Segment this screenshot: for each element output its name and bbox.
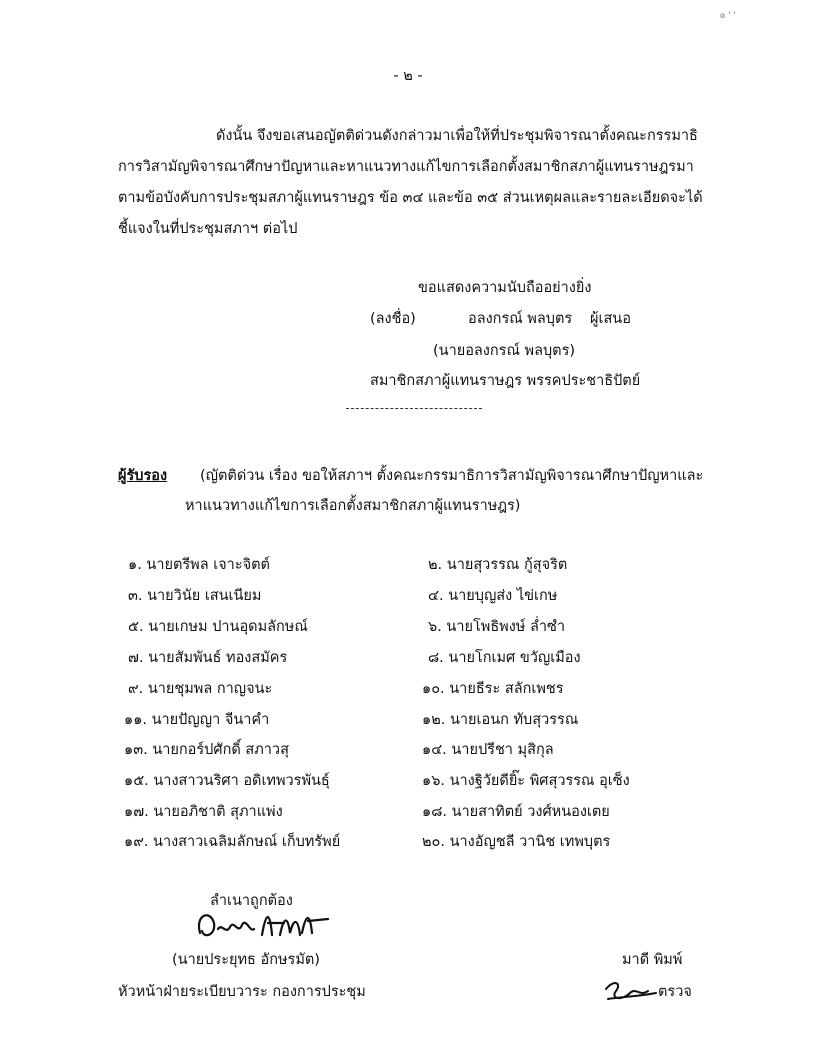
signer-full-name: (นายอลงกรณ์ พลบุตร): [433, 343, 576, 359]
member-item: ๑๗. นายอภิชาติ สุภาแพ่ง: [124, 804, 283, 820]
member-item: ๑๐. นายธีระ สลักเพชร: [422, 681, 564, 697]
member-item: ๖. นายโพธิพงษ์ ล่ำซำ: [428, 619, 565, 635]
signer-name: อลงกรณ์ พลบุตร: [468, 311, 573, 327]
endorsement-label: ผู้รับรอง: [118, 468, 168, 484]
closing-respect: ขอแสดงความนับถืออย่างยิ่ง: [418, 280, 592, 296]
certifier-position: หัวหน้าฝ่ายระเบียบวาระ กองการประชุม: [118, 984, 366, 1000]
member-item: ๑. นายตรีพล เจาะจิตต์: [128, 557, 270, 573]
certifier-signature: [190, 905, 340, 947]
member-item: ๑๙. นางสาวเฉลิมลักษณ์ เก็บทรัพย์: [124, 834, 341, 850]
member-item: ๑๖. นางฐิวัยดียิ๊ะ พิศสุวรรณ อุเซ็ง: [422, 773, 630, 789]
member-item: ๒. นายสุวรรณ กู้สุจริต: [428, 557, 568, 573]
paragraph-line-4: ชี้แจงในที่ประชุมสภาฯ ต่อไป: [118, 221, 298, 237]
member-item: ๘. นายโกเมศ ขวัญเมือง: [428, 650, 581, 666]
certified-text: ลำเนาถูกต้อง: [210, 893, 293, 909]
member-item: ๑๑. นายปัญญา จีนาคำ: [124, 712, 270, 728]
member-item: ๕. นายเกษม ปานอุดมลักษณ์: [128, 619, 308, 635]
member-item: ๙. นายชุมพล กาญจนะ: [128, 681, 273, 697]
sign-label: (ลงชื่อ): [370, 311, 416, 327]
divider-line: [346, 408, 482, 409]
member-item: ๑๘. นายสาทิตย์ วงศ์หนองเตย: [422, 804, 610, 820]
member-item: ๓. นายวินัย เสนเนียม: [128, 588, 262, 604]
signer-position: สมาชิกสภาผู้แทนราษฎร พรรคประชาธิปัตย์: [370, 373, 641, 389]
paragraph-line-3: ตามข้อบังคับการประชุมสภาผู้แทนราษฎร ข้อ ๓๔ และข้อ ๓๕ ส่วนเหตุผลและรายละเอียดจะได้: [118, 190, 703, 206]
certifier-name: (นายประยุทธ อักษรมัต): [172, 952, 320, 968]
paragraph-line-1: ดังนั้น จึงขอเสนอญัตติด่วนดังกล่าวมาเพื่อให้ที่ประชุมพิจารณาตั้งคณะกรรมาธิ: [216, 128, 698, 144]
checker-initials: [600, 975, 660, 1007]
member-item: ๑๔. นายปรีชา มุสิกุล: [422, 742, 554, 758]
member-item: ๑๕. นางสาวนริศา อดิเทพวรพันธุ์: [124, 773, 330, 789]
member-item: ๗. นายสัมพันธ์ ทองสมัคร: [128, 650, 288, 666]
corner-mark: ๏ ' ': [719, 11, 736, 21]
member-item: ๔. นายบุญส่ง ไข่เกษ: [428, 588, 558, 604]
checked-label: ตรวจ: [658, 984, 692, 1000]
member-item: ๑๒. นายเอนก ทับสุวรรณ: [422, 712, 579, 728]
paragraph-line-2: การวิสามัญพิจารณาศึกษาปัญหาและหาแนวทางแก้ไขการเลือกตั้งสมาชิกสภาผู้แทนราษฎรมา: [118, 159, 694, 175]
endorsement-subject-line-1: (ญัตติด่วน เรื่อง ขอให้สภาฯ ตั้งคณะกรรมาธิการวิสามัญพิจารณาศึกษาปัญหาและ: [200, 468, 704, 484]
member-item: ๒๐. นางอัญชลี วานิช เทพบุตร: [422, 834, 611, 850]
page-number: - ๒ -: [393, 68, 423, 84]
endorsement-subject-line-2: หาแนวทางแก้ไขการเลือกตั้งสมาชิกสภาผู้แทนราษฎร): [185, 498, 521, 514]
typed-by: มาดี พิมพ์: [622, 952, 683, 968]
proposer-label: ผู้เสนอ: [590, 311, 631, 327]
member-item: ๑๓. นายกอร์ปศักดิ์ สภาวสุ: [124, 742, 289, 758]
